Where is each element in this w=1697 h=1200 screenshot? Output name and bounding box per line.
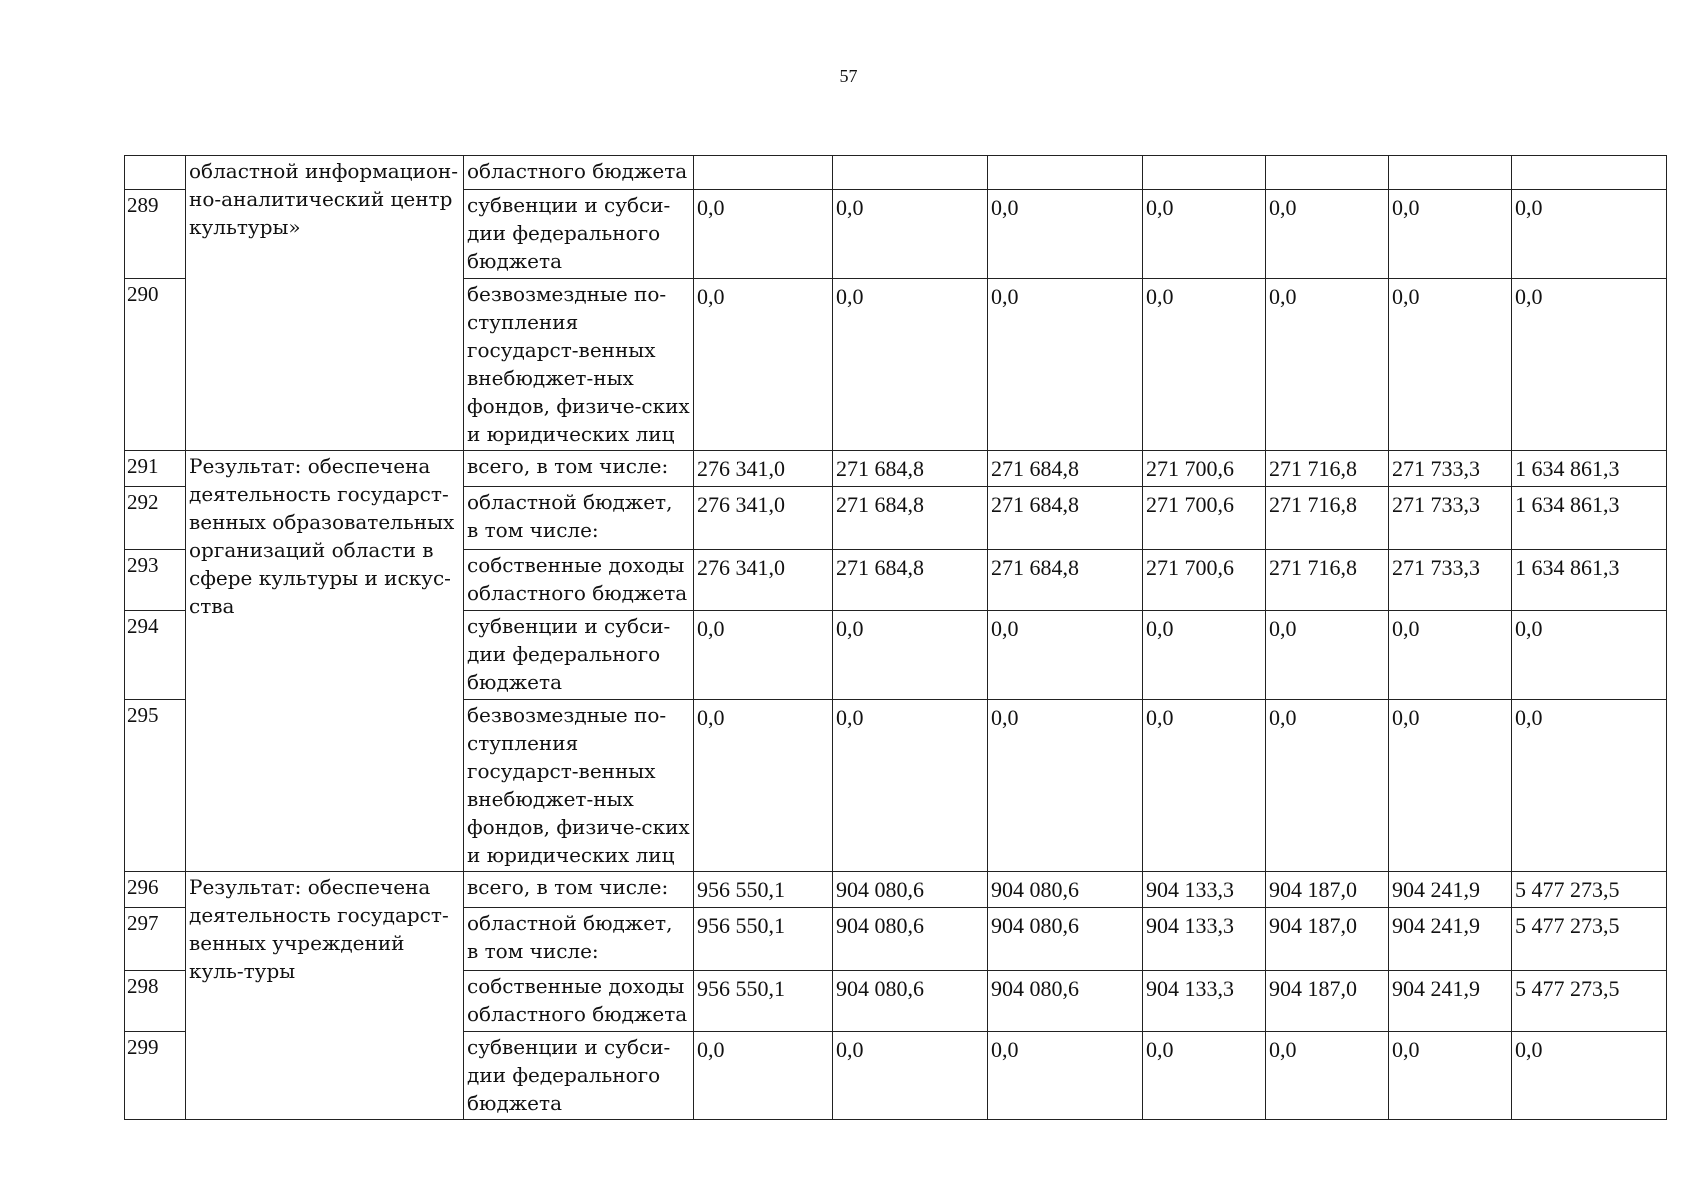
value-cell: 0,0 [1512, 700, 1667, 872]
description-cell: Результат: обеспечена деятельность государст-венных образовательных организаций области в сфере культуры и искус-ства [186, 451, 464, 872]
funding-source-cell: областной бюджет, в том числе: [464, 908, 694, 971]
value-cell: 0,0 [988, 1032, 1143, 1120]
table-row [125, 451, 1667, 487]
value-cell: 271 716,8 [1266, 550, 1389, 611]
value-cell: 271 684,8 [988, 451, 1143, 487]
value-cell: 5 477 273,5 [1512, 971, 1667, 1032]
value-cell: 0,0 [1143, 700, 1266, 872]
value-cell: 0,0 [833, 700, 988, 872]
value-cell: 904 133,3 [1143, 872, 1266, 908]
value-cell: 0,0 [1389, 279, 1512, 451]
description-cell: Результат: обеспечена деятельность государст-венных учреждений куль-туры [186, 872, 464, 1120]
value-cell: 0,0 [988, 611, 1143, 700]
value-cell: 276 341,0 [694, 487, 833, 550]
value-cell: 271 716,8 [1266, 487, 1389, 550]
value-cell: 271 700,6 [1143, 451, 1266, 487]
value-cell: 271 733,3 [1389, 550, 1512, 611]
funding-source-cell: субвенции и субси-дии федерального бюджета [464, 611, 694, 700]
value-cell: 0,0 [1389, 700, 1512, 872]
value-cell: 1 634 861,3 [1512, 550, 1667, 611]
value-cell: 904 080,6 [988, 872, 1143, 908]
value-cell: 0,0 [1512, 1032, 1667, 1120]
value-cell: 271 684,8 [833, 487, 988, 550]
value-cell [694, 156, 833, 190]
value-cell: 0,0 [1143, 611, 1266, 700]
funding-source-cell: субвенции и субси-дии федерального бюджета [464, 190, 694, 279]
value-cell: 276 341,0 [694, 550, 833, 611]
value-cell: 276 341,0 [694, 451, 833, 487]
funding-source-cell: областной бюджет, в том числе: [464, 487, 694, 550]
value-cell [988, 156, 1143, 190]
description-cell: областной информацион-но-аналитический центр культуры» [186, 156, 464, 451]
funding-source-cell: собственные доходы областного бюджета [464, 971, 694, 1032]
funding-source-cell: областного бюджета [464, 156, 694, 190]
value-cell [833, 156, 988, 190]
value-cell: 904 241,9 [1389, 971, 1512, 1032]
value-cell: 904 080,6 [988, 908, 1143, 971]
value-cell: 0,0 [694, 279, 833, 451]
value-cell: 904 187,0 [1266, 971, 1389, 1032]
value-cell: 0,0 [1266, 279, 1389, 451]
value-cell: 0,0 [1143, 1032, 1266, 1120]
value-cell: 0,0 [988, 700, 1143, 872]
row-number-cell: 290 [125, 279, 186, 451]
row-number-cell [125, 156, 186, 190]
value-cell: 271 716,8 [1266, 451, 1389, 487]
value-cell: 0,0 [1266, 700, 1389, 872]
row-number-cell: 298 [125, 971, 186, 1032]
value-cell: 0,0 [833, 611, 988, 700]
table-row [125, 156, 1667, 190]
row-number-cell: 289 [125, 190, 186, 279]
value-cell: 904 241,9 [1389, 908, 1512, 971]
value-cell [1143, 156, 1266, 190]
value-cell: 904 080,6 [833, 908, 988, 971]
value-cell [1389, 156, 1512, 190]
budget-table [124, 155, 1667, 1120]
row-number-cell: 293 [125, 550, 186, 611]
value-cell: 904 133,3 [1143, 908, 1266, 971]
value-cell: 904 080,6 [833, 971, 988, 1032]
row-number-cell: 294 [125, 611, 186, 700]
funding-source-cell: всего, в том числе: [464, 451, 694, 487]
value-cell [1266, 156, 1389, 190]
row-number-cell: 296 [125, 872, 186, 908]
funding-source-cell: собственные доходы областного бюджета [464, 550, 694, 611]
value-cell: 271 684,8 [988, 550, 1143, 611]
value-cell: 0,0 [988, 279, 1143, 451]
table-body [125, 156, 1667, 1120]
value-cell: 0,0 [1512, 611, 1667, 700]
value-cell: 904 187,0 [1266, 908, 1389, 971]
value-cell: 904 241,9 [1389, 872, 1512, 908]
value-cell: 0,0 [1266, 190, 1389, 279]
funding-source-cell: всего, в том числе: [464, 872, 694, 908]
row-number-cell: 297 [125, 908, 186, 971]
row-number-cell: 299 [125, 1032, 186, 1120]
funding-source-cell: субвенции и субси-дии федерального бюджета [464, 1032, 694, 1120]
funding-source-cell: безвозмездные по-ступления государст-венных внебюджет-ных фондов, физиче-ских и юридических лиц [464, 279, 694, 451]
value-cell: 271 733,3 [1389, 487, 1512, 550]
value-cell: 1 634 861,3 [1512, 451, 1667, 487]
value-cell: 0,0 [1266, 1032, 1389, 1120]
value-cell: 904 133,3 [1143, 971, 1266, 1032]
value-cell: 0,0 [694, 190, 833, 279]
page-number: 57 [839, 66, 858, 86]
value-cell: 5 477 273,5 [1512, 872, 1667, 908]
value-cell: 956 550,1 [694, 971, 833, 1032]
row-number-cell: 291 [125, 451, 186, 487]
value-cell: 0,0 [833, 279, 988, 451]
value-cell: 0,0 [694, 700, 833, 872]
funding-source-cell: безвозмездные по-ступления государст-венных внебюджет-ных фондов, физиче-ских и юридических лиц [464, 700, 694, 872]
value-cell: 0,0 [694, 1032, 833, 1120]
value-cell: 0,0 [694, 611, 833, 700]
value-cell: 271 684,8 [833, 451, 988, 487]
value-cell: 271 684,8 [988, 487, 1143, 550]
value-cell: 271 684,8 [833, 550, 988, 611]
value-cell: 0,0 [1143, 279, 1266, 451]
value-cell: 5 477 273,5 [1512, 908, 1667, 971]
value-cell: 956 550,1 [694, 908, 833, 971]
row-number-cell: 292 [125, 487, 186, 550]
value-cell: 0,0 [1512, 279, 1667, 451]
value-cell: 0,0 [833, 1032, 988, 1120]
value-cell: 0,0 [1266, 611, 1389, 700]
value-cell [1512, 156, 1667, 190]
value-cell: 0,0 [1512, 190, 1667, 279]
value-cell: 0,0 [833, 190, 988, 279]
value-cell: 271 733,3 [1389, 451, 1512, 487]
value-cell: 1 634 861,3 [1512, 487, 1667, 550]
value-cell: 956 550,1 [694, 872, 833, 908]
value-cell: 0,0 [1389, 1032, 1512, 1120]
value-cell: 904 080,6 [833, 872, 988, 908]
value-cell: 0,0 [1389, 190, 1512, 279]
value-cell: 904 187,0 [1266, 872, 1389, 908]
table-row [125, 872, 1667, 908]
value-cell: 0,0 [1143, 190, 1266, 279]
value-cell: 271 700,6 [1143, 550, 1266, 611]
value-cell: 904 080,6 [988, 971, 1143, 1032]
value-cell: 0,0 [988, 190, 1143, 279]
value-cell: 271 700,6 [1143, 487, 1266, 550]
row-number-cell: 295 [125, 700, 186, 872]
value-cell: 0,0 [1389, 611, 1512, 700]
